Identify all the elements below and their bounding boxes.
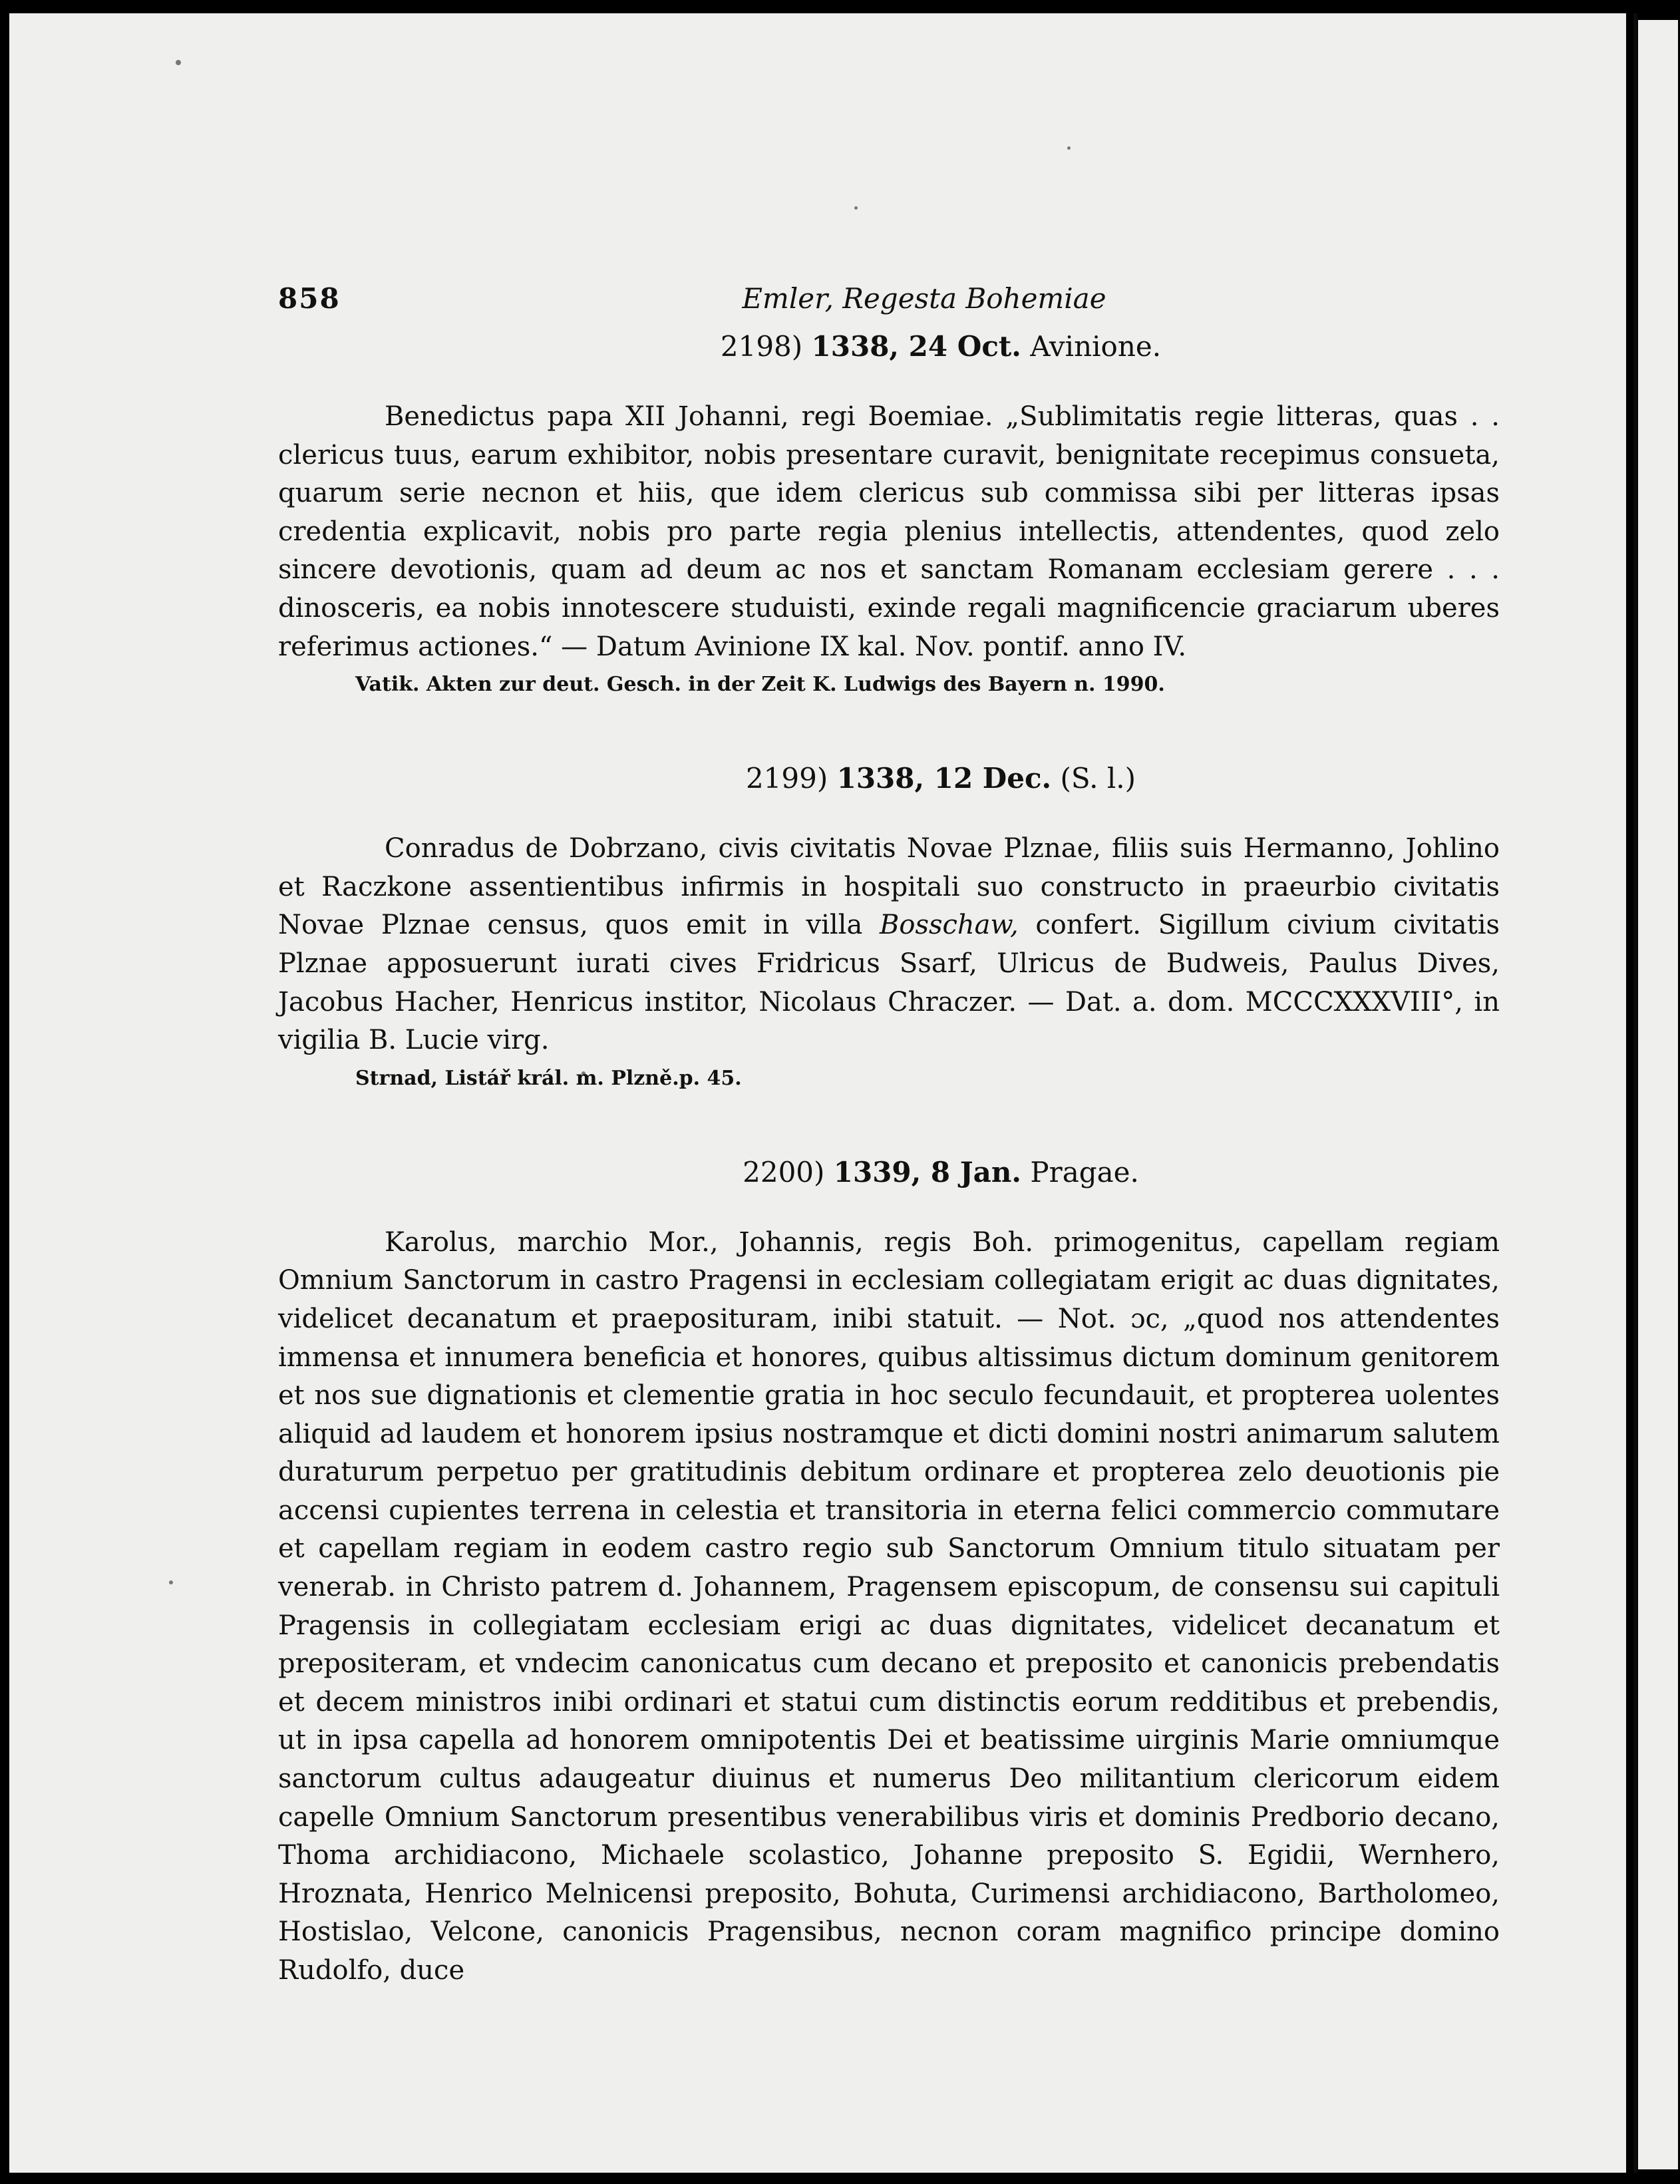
- entry-heading: [269, 1155, 1500, 1190]
- entry-text-part: Conradus de Dobrzano, civis civitatis Novae Plznae, filiis suis Hermanno, Johlino et Raczkone assentientibus infirmis in hospitali suo constructo in praeurbio civitatis Novae Plznae census, quos emit in villa: [278, 833, 1500, 941]
- entry-heading: [269, 329, 1500, 365]
- entry-heading: [269, 761, 1500, 797]
- entry-number: 2199): [745, 762, 828, 795]
- running-title: Emler, Regesta Bohemiae: [742, 282, 1106, 315]
- entry-text: Karolus, marchio Mor., Johannis, regis Boh. primogenitus, capellam regiam Omnium Sanctorum in castro Pragensi in ecclesiam collegiatam erigit ac duas dignitates, videlicet decanatum et praeposituram, inibi statuit. — Not. ɔc, „quod nos attendentes immensa et innumera beneficia et honores, quibus altissimus dictum dominum genitorem et nos sue dignationis et clementie gratia in hoc seculo fecundauit, et propterea uolentes aliquid ad laudem et honorem ipsius nostramque et dicti domini nostri animarum salutem duraturum perpetuo per gratitudinis debitum ordinare et propterea zelo deuotionis pie accensi cupientes terrena in celestia et transitoria in eterna felici commercio commutare et capellam regiam in eodem castro regio sub Sanctorum Omnium titulo situatam per venerab. in Christo patrem d. Johannem, Pragensem episcopum, de consensu sui capituli Pragensis in collegiatam ecclesiam erigi ac duas dignitates, videlicet decanatum et prepositeram, et vndecim canonicatus cum decano et preposito et canonicis prebendatis et decem ministros inibi ordinari et statui cum distinctis eorum redditibus et prebendis, ut in ipsa capella ad honorem omnipotentis Dei et beatissime uirginis Marie omniumque sanctorum cultus adaugeatur diuinus et numerus Deo militantium clericorum eidem capelle Omnium Sanctorum presentibus venerabilibus viris et dominis Predborio decano, Thoma archidiacono, Michaele scolastico, Johanne preposito S. Egidii, Wernhero, Hroznata, Henrico Melnicensi preposito, Bohuta, Curimensi archidiacono, Bartholomeo, Hostislao, Velcone, canonicis Pragensibus, necnon coram magnifico principe domino Rudolfo, duce: [278, 1226, 1500, 1986]
- entry-number: 2198): [720, 330, 803, 363]
- entry-date: 1338, 12 Dec.: [836, 762, 1052, 795]
- running-head: [269, 273, 1500, 319]
- scanned-page: [9, 13, 1626, 2173]
- regest-entry-2198: [269, 329, 1500, 699]
- scan-speck: [1067, 146, 1071, 150]
- source-note: Strnad, Listář král. m. Plzně.p. 45.: [355, 1066, 742, 1090]
- regest-entry-2199: [269, 761, 1500, 1093]
- scan-speck: [854, 206, 858, 210]
- entry-place: (S. l.): [1060, 762, 1136, 795]
- scan-speck: [169, 1580, 173, 1584]
- page-gutter: [1633, 13, 1637, 2173]
- source-note: Vatik. Akten zur deut. Gesch. in der Zeit K. Ludwigs des Bayern n. 1990.: [355, 673, 1165, 697]
- next-page-edge: [1638, 20, 1678, 2169]
- entry-text: Benedictus papa XII Johanni, regi Boemiae. „Sublimitatis regie litteras, quas . . clericus tuus, earum exhibitor, nobis presentare curavit, benignitate recepimus consueta, quarum serie necnon et hiis, que idem clericus sub commissa sibi per litteras ipsas credentia explicavit, nobis pro parte regia plenius intellectis, attendentes, quod zelo sincere devotionis, quam ad deum ac nos et sanctam Romanam ecclesiam gerere . . . dinosceris, ea nobis innotescere studuisti, exinde regali magnificencie graciarum uberes referimus actiones.“ — Datum Avinione IX kal. Nov. pontif. anno IV.: [278, 401, 1500, 662]
- place-name-italic: Bosschaw,: [879, 910, 1019, 941]
- page-content: [269, 273, 1500, 1990]
- entry-place: Avinione.: [1030, 330, 1162, 363]
- entry-date: 1338, 24 Oct.: [811, 330, 1021, 363]
- page-number: 858: [278, 282, 341, 315]
- entry-text-part: confert. Sigillum civium civitatis Plznae apposuerunt iurati cives Fridricus Ssarf, Ulricus de Budweis, Paulus Dives, Jacobus Hacher, Henricus institor, Nicolaus Chraczer. — Dat. a. dom. MCCCXXXVIII°, in vigilia B. Lucie virg.: [278, 910, 1500, 1056]
- entry-place: Pragae.: [1030, 1155, 1139, 1188]
- entry-text: [269, 830, 1500, 1060]
- entry-date: 1339, 8 Jan.: [833, 1155, 1021, 1188]
- entry-number: 2200): [743, 1155, 825, 1188]
- regest-entry-2200: [269, 1155, 1500, 1990]
- scan-speck: [176, 60, 181, 65]
